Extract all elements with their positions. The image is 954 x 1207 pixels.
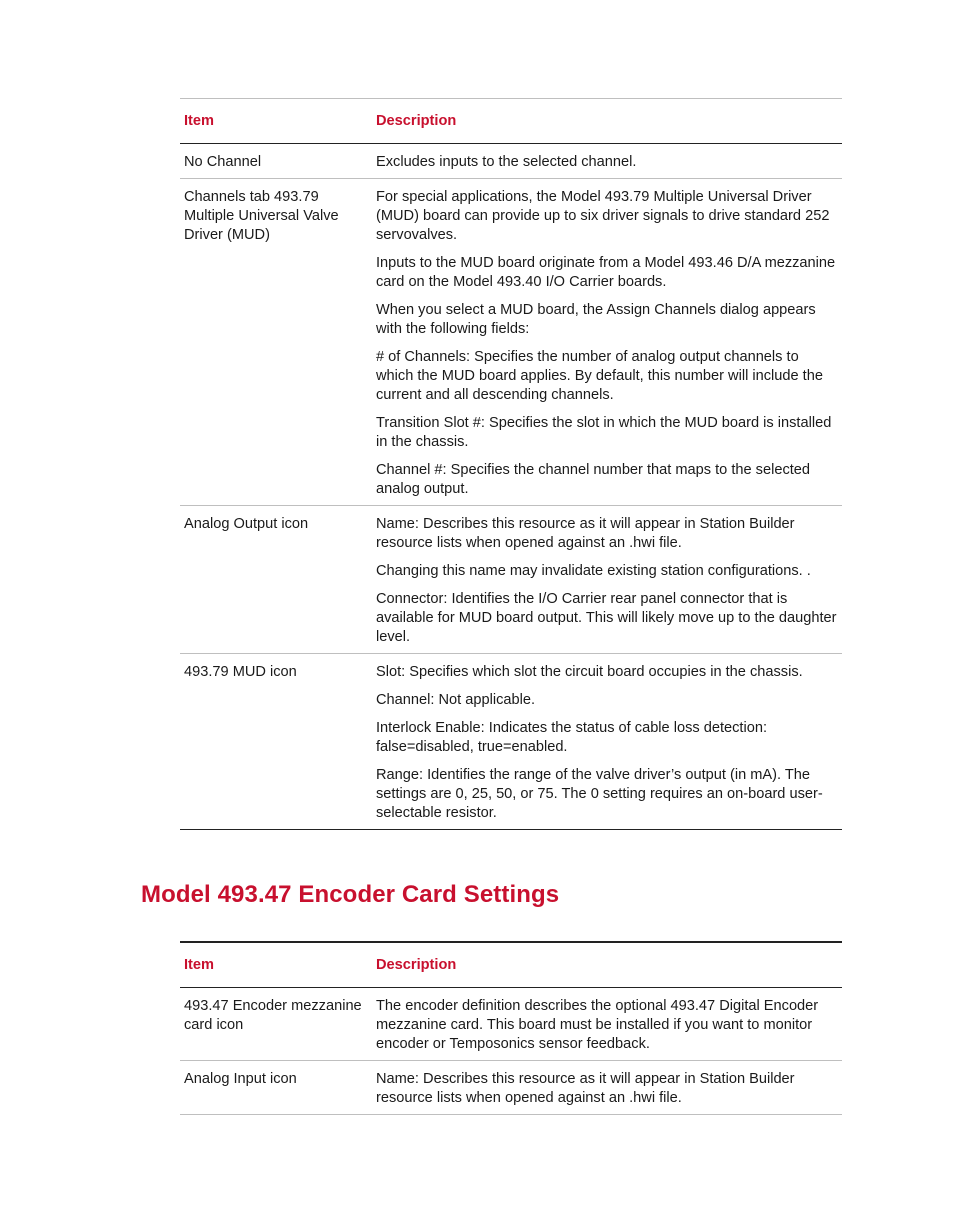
description-cell xyxy=(372,1061,842,1115)
table-row xyxy=(180,506,842,654)
column-header-item: Item xyxy=(180,99,372,144)
settings-table-encoder xyxy=(180,941,842,1115)
item-cell: Analog Output icon xyxy=(180,506,372,654)
description-paragraph: Range: Identifies the range of the valve driver’s output (in mA). The settings are 0, 25, 50, or 75. The 0 setting requires an on-board user-selectable resistor. xyxy=(376,767,823,821)
item-cell: Analog Input icon xyxy=(180,1061,372,1115)
description-paragraph: Transition Slot #: Specifies the slot in which the MUD board is installed in the chassis. xyxy=(376,415,832,450)
item-cell: 493.79 MUD icon xyxy=(180,654,372,830)
table-header-row xyxy=(180,942,842,988)
description-paragraph: Channel: Not applicable. xyxy=(376,692,536,708)
description-paragraph: Name: Describes this resource as it will appear in Station Builder resource lists when opened against an .hwi file. xyxy=(376,516,795,551)
section-title: Model 493.47 Encoder Card Settings xyxy=(141,881,560,908)
settings-table-mud xyxy=(180,98,842,830)
description-paragraph: # of Channels: Specifies the number of analog output channels to which the MUD board applies. By default, this number will include the current and all descending channels. xyxy=(376,349,823,403)
description-paragraph: Connector: Identifies the I/O Carrier rear panel connector that is available for MUD board output. This will likely move up to the daughter level. xyxy=(376,591,837,645)
table-header-row xyxy=(180,99,842,144)
description-paragraph: Inputs to the MUD board originate from a Model 493.46 D/A mezzanine card on the Model 493.40 I/O Carrier boards. xyxy=(376,255,836,290)
description-paragraph: Excludes inputs to the selected channel. xyxy=(376,154,637,170)
description-paragraph: Slot: Specifies which slot the circuit board occupies in the chassis. xyxy=(376,664,803,680)
table-row xyxy=(180,654,842,830)
description-cell xyxy=(372,144,842,179)
description-cell xyxy=(372,654,842,830)
column-header-description: Description xyxy=(372,942,842,988)
table-row xyxy=(180,144,842,179)
table-row xyxy=(180,179,842,506)
description-cell xyxy=(372,988,842,1061)
description-paragraph: Interlock Enable: Indicates the status of cable loss detection: false=disabled, true=enabled. xyxy=(376,720,768,755)
table-row xyxy=(180,988,842,1061)
description-paragraph: Name: Describes this resource as it will appear in Station Builder resource lists when opened against an .hwi file. xyxy=(376,1071,795,1106)
description-cell xyxy=(372,179,842,506)
table-row xyxy=(180,1061,842,1115)
item-cell: No Channel xyxy=(180,144,372,179)
description-paragraph: Changing this name may invalidate existing station configurations. . xyxy=(376,563,811,579)
description-paragraph: For special applications, the Model 493.79 Multiple Universal Driver (MUD) board can provide up to six driver signals to drive standard 252 servovalves. xyxy=(376,189,830,243)
column-header-description: Description xyxy=(372,99,842,144)
column-header-item: Item xyxy=(180,942,372,988)
description-paragraph: The encoder definition describes the optional 493.47 Digital Encoder mezzanine card. This board must be installed if you want to monitor encoder or Temposonics sensor feedback. xyxy=(376,998,819,1052)
description-cell xyxy=(372,506,842,654)
description-paragraph: Channel #: Specifies the channel number that maps to the selected analog output. xyxy=(376,462,811,497)
description-paragraph: When you select a MUD board, the Assign Channels dialog appears with the following fields: xyxy=(376,302,816,337)
item-cell: 493.47 Encoder mezzanine card icon xyxy=(180,988,372,1061)
item-cell: Channels tab 493.79 Multiple Universal Valve Driver (MUD) xyxy=(180,179,372,506)
